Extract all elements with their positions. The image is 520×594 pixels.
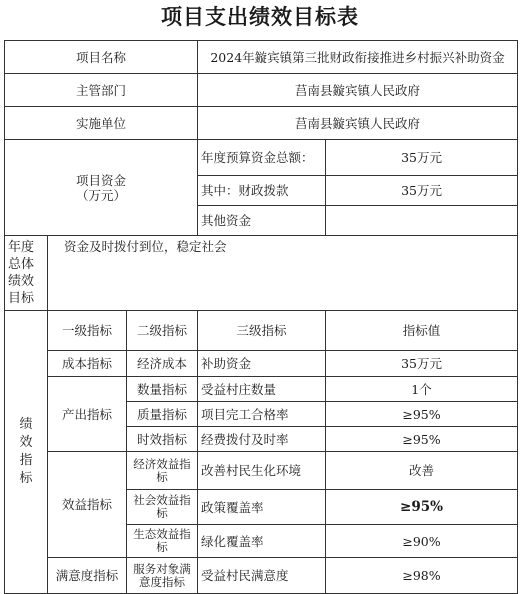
sat-val: ≥98% bbox=[326, 558, 518, 594]
impl-label: 实施单位 bbox=[5, 107, 198, 140]
header-val: 指标值 bbox=[326, 311, 518, 351]
econ-l3: 改善村民生化环境 bbox=[198, 452, 326, 490]
qty-l3: 受益村庄数量 bbox=[198, 377, 326, 402]
row-headers bbox=[5, 311, 518, 351]
funds-label bbox=[5, 140, 198, 236]
row-budget bbox=[5, 140, 518, 176]
eco-l2: 生态效益指标 bbox=[127, 525, 198, 558]
output-l1: 产出指标 bbox=[48, 377, 127, 452]
sat-l1: 满意度指标 bbox=[48, 558, 127, 594]
row-goal bbox=[5, 236, 518, 311]
social-l3: 政策覆盖率 bbox=[198, 490, 326, 525]
time-l3: 经费拨付及时率 bbox=[198, 427, 326, 452]
row-econ bbox=[5, 452, 518, 490]
eco-l3: 绿化覆盖率 bbox=[198, 525, 326, 558]
project-name-label: 项目名称 bbox=[5, 41, 198, 74]
other-label: 其他资金 bbox=[198, 206, 326, 236]
eco-val: ≥90% bbox=[326, 525, 518, 558]
qual-l3: 项目完工合格率 bbox=[198, 402, 326, 427]
project-name-value: 2024年鏇宾镇第三批财政衔接推进乡村振兴补助资金 bbox=[198, 41, 518, 74]
row-dept bbox=[5, 74, 518, 107]
header-l1: 一级指标 bbox=[48, 311, 127, 351]
impl-value: 莒南县鏇宾镇人民政府 bbox=[198, 107, 518, 140]
header-l2: 二级指标 bbox=[127, 311, 198, 351]
qual-l2: 质量指标 bbox=[127, 402, 198, 427]
dept-value: 莒南县鏇宾镇人民政府 bbox=[198, 74, 518, 107]
goal-value: 资金及时拨付到位，稳定社会 bbox=[48, 236, 518, 311]
econ-val: 改善 bbox=[326, 452, 518, 490]
qty-val: 1个 bbox=[326, 377, 518, 402]
sat-l3: 受益村民满意度 bbox=[198, 558, 326, 594]
indicator-side-label bbox=[5, 311, 48, 594]
row-sat bbox=[5, 558, 518, 594]
sat-l2: 服务对象满意度指标 bbox=[127, 558, 198, 594]
performance-table bbox=[4, 40, 518, 594]
row-qty bbox=[5, 377, 518, 402]
qual-val: ≥95% bbox=[326, 402, 518, 427]
dept-label: 主管部门 bbox=[5, 74, 198, 107]
row-impl bbox=[5, 107, 518, 140]
cost-l1: 成本指标 bbox=[48, 351, 127, 377]
econ-l2: 经济效益指标 bbox=[127, 452, 198, 490]
page-title: 项目支出绩效目标表 bbox=[161, 4, 359, 29]
benefit-l1: 效益指标 bbox=[48, 452, 127, 558]
qty-l2: 数量指标 bbox=[127, 377, 198, 402]
time-val: ≥95% bbox=[326, 427, 518, 452]
time-l2: 时效指标 bbox=[127, 427, 198, 452]
social-l2: 社会效益指标 bbox=[127, 490, 198, 525]
row-cost bbox=[5, 351, 518, 377]
header-l3: 三级指标 bbox=[198, 311, 326, 351]
funds-label-line1: 项目资金 bbox=[76, 172, 127, 188]
goal-label: 年度总体绩效目标 bbox=[5, 236, 48, 311]
other-value bbox=[326, 206, 518, 236]
funds-label-line2: （万元） bbox=[76, 187, 127, 203]
budget-value: 35万元 bbox=[326, 140, 518, 176]
fiscal-value: 35万元 bbox=[326, 176, 518, 206]
indicator-side-text: 绩效指标 bbox=[19, 417, 33, 486]
row-project-name bbox=[5, 41, 518, 74]
cost-val: 35万元 bbox=[326, 351, 518, 377]
budget-label: 年度预算资金总额： bbox=[198, 140, 326, 176]
cost-l2: 经济成本 bbox=[127, 351, 198, 377]
social-val: ≥95% bbox=[326, 490, 518, 525]
cost-l3: 补助资金 bbox=[198, 351, 326, 377]
fiscal-label: 其中：财政拨款 bbox=[198, 176, 326, 206]
